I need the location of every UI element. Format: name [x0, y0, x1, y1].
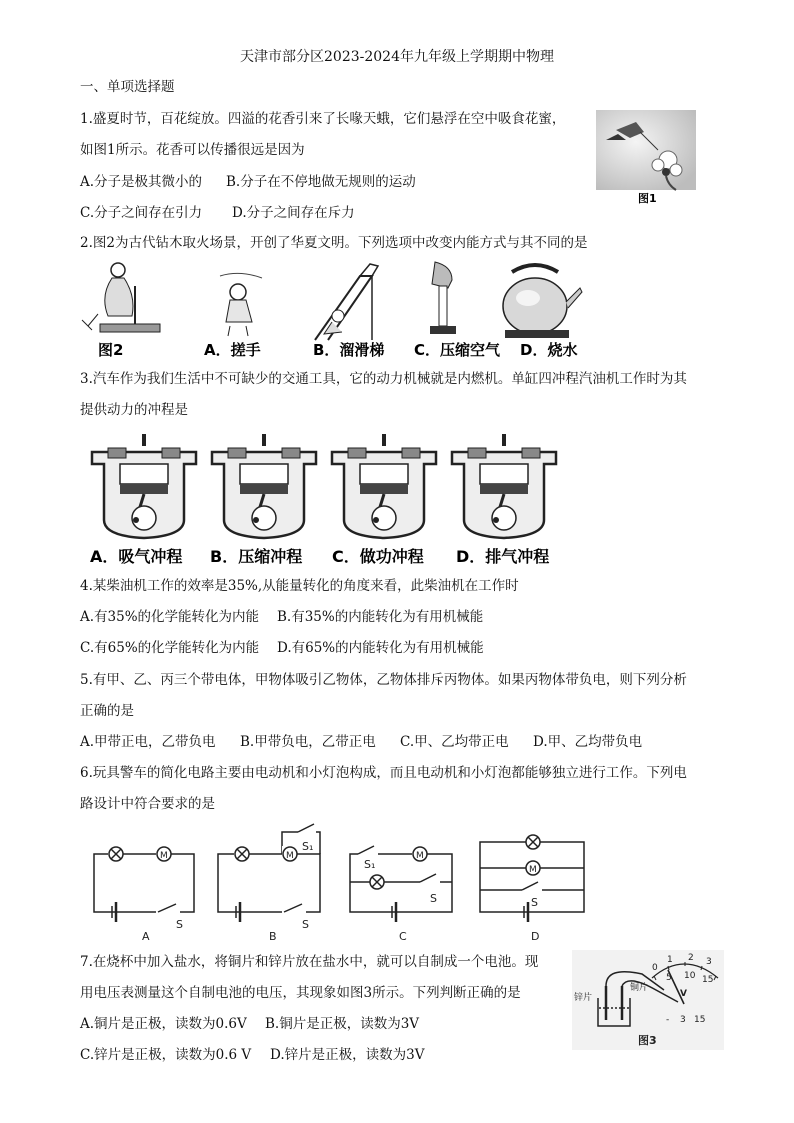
- circuit-d-switch: S: [531, 896, 538, 909]
- zinc-label: 锌片: [574, 993, 593, 1003]
- circuit-b-switch1: S₁: [302, 840, 314, 853]
- circuit-b-motor: M: [286, 851, 294, 861]
- fire-drill-illustration: [82, 263, 160, 332]
- figure-1-moth-photo: [596, 110, 696, 206]
- circuit-a-switch: S: [176, 918, 183, 931]
- option-d-caption: D．烧水: [520, 341, 578, 359]
- q3-option-c: C．做功冲程: [332, 547, 424, 566]
- q6-stem-line2: 路设计中符合要求的是: [80, 796, 215, 812]
- q5-option-d: D.甲、乙均带负电: [533, 734, 643, 750]
- q4-stem: 4.某柴油机工作的效率是35%,从能量转化的角度来看，此柴油机在工作时: [80, 578, 519, 594]
- scale-small-1: 1: [667, 955, 673, 965]
- q4-option-b: B.有35%的内能转化为有用机械能: [277, 609, 484, 625]
- circuit-b-switch: S: [302, 918, 309, 931]
- q7-option-c: C.锌片是正极，读数为0.6 V: [80, 1047, 252, 1063]
- q5-stem-line2: 正确的是: [80, 703, 134, 719]
- q1-option-c: C.分子之间存在引力: [80, 205, 203, 221]
- figure-3-label: 图3: [638, 1034, 657, 1047]
- slide-illustration: [315, 264, 378, 340]
- q3-option-d: D．排气冲程: [456, 547, 550, 566]
- q5-option-c: C.甲、乙均带正电: [400, 734, 509, 750]
- engine-exhaust: [452, 434, 556, 538]
- q3-option-a: A．吸气冲程: [90, 547, 183, 566]
- q1-option-a: A.分子是极其微小的: [80, 174, 203, 190]
- page-title: 天津市部分区2023-2024年九年级上学期期中物理: [240, 49, 554, 65]
- copper-label: 铜片: [630, 983, 649, 993]
- q3-stem-line1: 3.汽车作为我们生活中不可缺少的交通工具，它的动力机械就是内燃机。单缸四冲程汽油机工作时为其: [80, 371, 687, 387]
- terminal-15: 15: [694, 1015, 706, 1025]
- engine-intake: [92, 434, 196, 538]
- terminal-3: 3: [680, 1015, 686, 1025]
- scale-large-5: 5: [666, 973, 672, 983]
- q1-option-d: D.分子之间存在斥力: [232, 205, 355, 221]
- q7-stem-line2: 用电压表测量这个自制电池的电压，其现象如图3所示。下列判断正确的是: [80, 985, 521, 1001]
- circuit-d-motor: M: [529, 865, 537, 875]
- q7-option-a: A.铜片是正极，读数为0.6V: [80, 1016, 247, 1032]
- q1-stem-line2: 如图1所示。花香可以传播很远是因为: [80, 142, 305, 158]
- q4-option-c: C.有65%的化学能转化为内能: [80, 640, 260, 656]
- q7-stem-line1: 7.在烧杯中加入盐水，将铜片和锌片放在盐水中，就可以自制成一个电池。现: [80, 954, 539, 970]
- q5-option-a: A.甲带正电，乙带负电: [80, 734, 216, 750]
- circuit-b-label: B: [269, 930, 277, 943]
- q7-option-d: D.锌片是正极，读数为3V: [270, 1047, 425, 1063]
- circuit-c-label: C: [399, 930, 407, 943]
- kettle-illustration: [503, 265, 582, 338]
- q2-stem: 2.图2为古代钻木取火场景，开创了华夏文明。下列选项中改变内能方式与其不同的是: [80, 235, 588, 251]
- q4-option-a: A.有35%的化学能转化为内能: [80, 609, 260, 625]
- figure-circuits: [86, 818, 596, 944]
- circuit-c-switch: S: [430, 892, 437, 905]
- figure-engine-strokes: [84, 428, 568, 570]
- engine-power: [332, 434, 436, 538]
- circuit-a: [94, 846, 194, 922]
- scale-large-10: 10: [684, 971, 696, 981]
- circuit-b: [218, 824, 320, 922]
- figure-3-voltmeter: [572, 950, 724, 1050]
- scale-small-2: 2: [688, 953, 694, 963]
- q5-stem-line1: 5.有甲、乙、丙三个带电体，甲物体吸引乙物体，乙物体排斥丙物体。如果丙物体带负电，则下列分析: [80, 672, 687, 688]
- scale-small-0: 0: [652, 963, 658, 973]
- air-pump-illustration: [430, 262, 456, 334]
- figure-1-label: 图1: [638, 192, 657, 205]
- option-c-caption: C．压缩空气: [414, 341, 501, 359]
- figure-2-label: 图2: [98, 341, 124, 359]
- q6-stem-line1: 6.玩具警车的简化电路主要由电动机和小灯泡构成，而且电动机和小灯泡都能够独立进行工作。下列电: [80, 765, 687, 781]
- circuit-a-label: A: [142, 930, 150, 943]
- scale-large-15: 15: [702, 975, 714, 985]
- q5-option-b: B.甲带负电，乙带正电: [240, 734, 376, 750]
- q1-option-b: B.分子在不停地做无规则的运动: [226, 174, 416, 190]
- rubbing-hands-illustration: [220, 273, 262, 336]
- q4-option-d: D.有65%的内能转化为有用机械能: [277, 640, 484, 656]
- q3-option-b: B．压缩冲程: [210, 547, 303, 566]
- section-heading: 一、单项选择题: [80, 79, 175, 95]
- option-b-caption: B．溜滑梯: [313, 341, 385, 359]
- circuit-d-label: D: [531, 930, 540, 943]
- q7-option-b: B.铜片是正极，读数为3V: [265, 1016, 420, 1032]
- circuit-c-switch1: S₁: [364, 858, 376, 871]
- terminal-neg: -: [666, 1015, 670, 1025]
- circuit-a-motor: M: [160, 851, 168, 861]
- figure-2-strip: [80, 256, 590, 364]
- circuit-c-motor: M: [416, 851, 424, 861]
- option-a-caption: A．搓手: [204, 341, 261, 359]
- engine-compression: [212, 434, 316, 538]
- q1-stem-line1: 1.盛夏时节，百花绽放。四溢的花香引来了长喙天蛾，它们悬浮在空中吸食花蜜，: [80, 111, 566, 127]
- meter-unit: V: [680, 989, 687, 999]
- scale-small-3: 3: [706, 957, 712, 967]
- q3-stem-line2: 提供动力的冲程是: [80, 402, 188, 418]
